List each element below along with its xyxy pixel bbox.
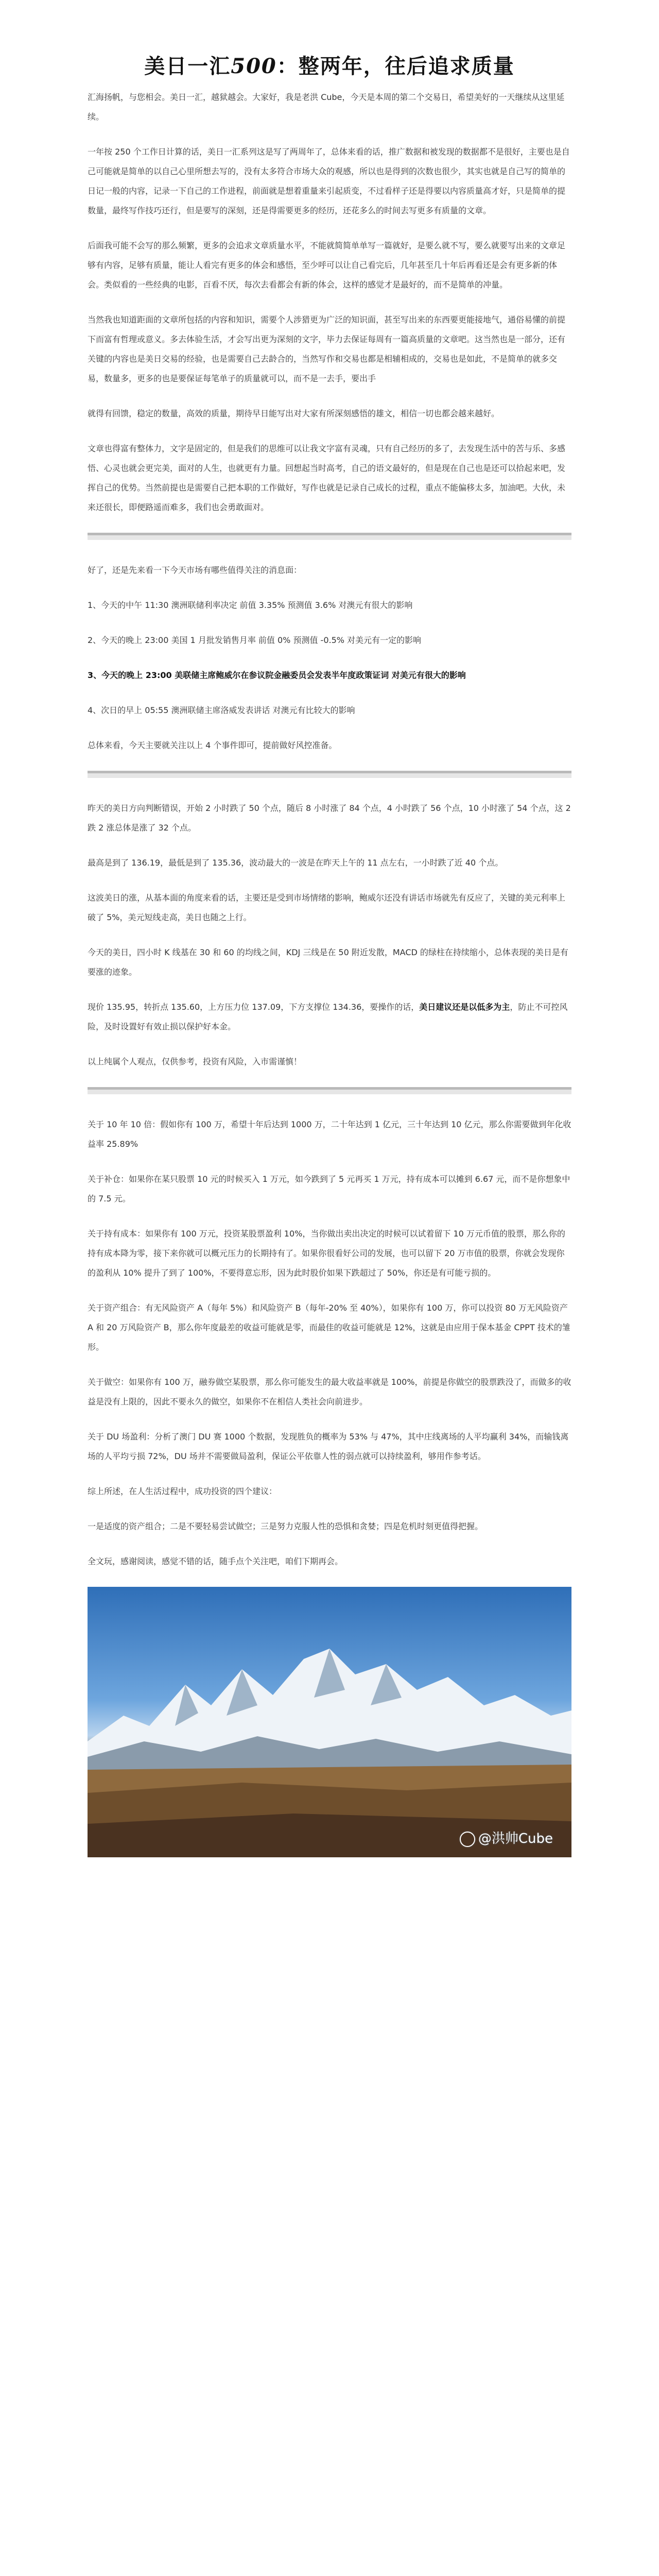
article-body [88,88,571,1857]
review-paragraph: 今天的美日，四小时 K 线基在 30 和 60 的均线之间，KDJ 三线是在 50 附近发散，MACD 的绿柱在持续缩小，总体表现的美日是有要涨的迹象。 [88,947,568,977]
disclaimer: 以上纯属个人观点，仅供参考，投资有风险，入市需谨慎！ [88,1057,302,1066]
event-item: 1、今天的中午 11:30 澳洲联储利率决定 前值 3.35% 预测值 3.6% 对澳元有很大的影响 [88,600,413,610]
event-item: 4、次日的早上 05:55 澳洲联储主席洛威发表讲话 对澳元有比较大的影响 [88,705,355,715]
intro-paragraph: 后面我可能不会写的那么频繁，更多的会追求文章质量水平，不能就简简单单写一篇就好，是要么就不写，要么就要写出来的文章足够有内容，足够有质量，能让人看完有更多的体会和感悟，至少呼可以让自己看完后，几年甚至几十年后再看还是会有更多新的体会。类似看的一些经典的电影，百看不厌，每次去看都会有新的体会，这样的感觉才是最好的，而不是简单的冲量。 [88,241,566,290]
intro-paragraph: 汇海扬帆，与您相会。美日一汇，越狱越会。大家好，我是老洪 Cube，今天是本周的第二个交易日，希望美好的一天继续从这里延续。 [88,92,565,122]
wisdom-paragraph: 一是适度的资产组合；二是不要轻易尝试做空；三是努力克服人性的恐惧和贪婪；四是危机时刻更值得把握。 [88,1521,483,1531]
review-paragraph: 这波美日的涨，从基本面的角度来看的话，主要还是受到市场情绪的影响，鲍威尔还没有讲话市场就先有反应了，关键的美元利率上破了 5%，美元短线走高，美日也随之上行。 [88,893,566,922]
wisdom-paragraph: 关于 10 年 10 倍：假如你有 100 万，希望十年后达到 1000 万，二十年达到 1 亿元，三十年达到 10 亿元，那么你需要做到年化收益率 25.89% [88,1120,571,1149]
review-paragraph: 昨天的美日方向判断错误，开始 2 小时跌了 50 个点，随后 8 小时涨了 84 个点，4 小时跌了 56 个点，10 小时涨了 54 个点，这 2 跌 2 涨总体是涨了 32 个点。 [88,803,571,833]
mountain-landscape-image [88,1587,571,1857]
wisdom-paragraph: 综上所述，在人生活过程中，成功投资的四个建议： [88,1486,278,1496]
title-suffix: ：整两年，往后追求质量 [276,54,515,78]
section-divider [88,771,571,778]
strategy-emphasis: 美日建议还是以低多为主 [419,1002,510,1012]
event-item-highlight: 3、今天的晚上 23:00 美联储主席鲍威尔在参议院金融委员会发表半年度政策证词 对美元有很大的影响 [88,670,466,680]
author-watermark: @洪帅Cube [460,1828,553,1847]
strategy-paragraph [88,997,571,1037]
wisdom-paragraph: 关于资产组合：有无风险资产 A（每年 5%）和风险资产 B（每年-20% 至 40%），如果你有 100 万，你可以投资 80 万无风险资产 A 和 20 万风险资产 B，那么你年度最差的收益可能就是零，而最佳的收益可能就是 12%，这就是由应用于保本基金 CPPT 技术的雏形。 [88,1303,570,1352]
intro-paragraph: 文章也得富有整体力，文字是固定的，但是我们的思维可以让我文字富有灵魂，只有自己经历的多了，去发现生活中的苦与乐、多感悟、心灵也就会更完美，面对的人生，也就更有力量。回想起当时高考，自己的语文最好的，但是现在自己也是还可以拾起来吧，发挥自己的优势。当然前提也是需要自己把本职的工作做好，写作也就是记录自己成长的过程，重点不能偏移太多，加油吧。大伙，未来还很长，即便路遥而难多，我们也会勇敢面对。 [88,444,566,512]
article-title [0,50,659,79]
mountain-illustration [88,1587,571,1857]
section-divider [88,1087,571,1094]
wisdom-paragraph: 关于做空：如果你有 100 万，融券做空某股票，那么你可能发生的最大收益率就是 100%，前提是你做空的股票跌没了，而做多的收益是没有上限的，因此不要永久的做空，如果你不在相信人类社会向前进步。 [88,1377,571,1406]
title-prefix: 美日一汇 [144,54,231,78]
weibo-logo-icon [460,1832,475,1847]
event-item: 2、今天的晚上 23:00 美国 1 月批发销售月率 前值 0% 预测值 -0.5% 对美元有一定的影响 [88,635,422,645]
title-number: 500 [231,54,277,78]
intro-paragraph: 一年按 250 个工作日计算的话，美日一汇系列这是写了两周年了，总体来看的话，推广数据和被发现的数据都不是很好，主要也是自己可能就是简单的以自己心里所想去写的，没有太多符合市场大众的观感，所以也是得到的次数也很少，其实也就是自己写的简单的日记一般的内容，记录一下自己的工作进程，前面就是想着重量来引起质变，不过看样子还是得要以内容质量高才好，只是简单的提数量，最终写作技巧还行，但是要写的深刻，还是得需要更多的经历，还花多么的时间去写更多有质量的文章。 [88,147,570,215]
wisdom-paragraph: 关于 DU 场盈利：分析了澳门 DU 赛 1000 个数据，发现胜负的概率为 53% 与 47%，其中庄线离场的人平均赢利 34%，而输钱离场的人平均亏损 72%，DU 场并不需要做局盈利，保证公平依靠人性的弱点就可以持续盈利，够用作参考话。 [88,1432,569,1461]
strategy-text: 现价 135.95，转折点 135.60，上方压力位 137.09，下方支撑位 134.36，要操作的话， [88,1002,420,1012]
intro-paragraph: 当然我也知道距面的文章所包括的内容和知识，需要个人涉猎更为广泛的知识面，甚至写出来的东西要更能接地气，通俗易懂的前提下而富有哲理或意义。多去体验生活，才会写出更为深刻的文字，毕力去保证每周有一篇高质量的文章吧。这当然也是一部分，还有关键的内容也是美日交易的经验，也是需要自己去龄合的，当然写作和交易也都是相辅相成的，交易也是如此，不是简单的就多交易，数量多，更多的也是要保证每笔单子的质量就可以，而不是一去手，要出手 [88,315,566,383]
review-paragraph: 最高是到了 136.19，最低是到了 135.36，波动最大的一波是在昨天上午的 11 点左右，一小时跌了近 40 个点。 [88,858,504,868]
wisdom-paragraph: 关于持有成本：如果你有 100 万元，投资某股票盈利 10%，当你做出卖出决定的时候可以试着留下 10 万元币值的股票，那么你的持有成本降为零，接下来你就可以概元压力的长期持有了。如果你很看好公司的发展，也可以留下 20 万市值的股票，你就会发现你的盈利从 10% 提升了到了 100%，不要得意忘形，因为此时股价如果下跌超过了 50%，你还是有可能亏损的。 [88,1229,565,1278]
section-divider [88,533,571,540]
strategy-rest: ，防止不可控风险，及时设置好有效止损以保护好本金。 [88,1002,568,1031]
intro-paragraph: 就得有回馈，稳定的数量，高效的质量，期待早日能写出对大家有所深刻感悟的雄文，相信一切也都会越来越好。 [88,409,500,418]
closing-paragraph: 全文玩，感谢阅读，感觉不错的话，随手点个关注吧，咱们下期再会。 [88,1556,343,1566]
wisdom-paragraph: 关于补仓：如果你在某只股票 10 元的时候买入 1 万元，如今跌到了 5 元再买 1 万元，持有成本可以摊到 6.67 元，而不是你想象中的 7.5 元。 [88,1174,570,1204]
events-intro: 好了，还是先来看一下今天市场有哪些值得关注的消息面： [88,565,302,575]
events-summary: 总体来看，今天主要就关注以上 4 个事件即可，提前做好风控准备。 [88,740,337,750]
